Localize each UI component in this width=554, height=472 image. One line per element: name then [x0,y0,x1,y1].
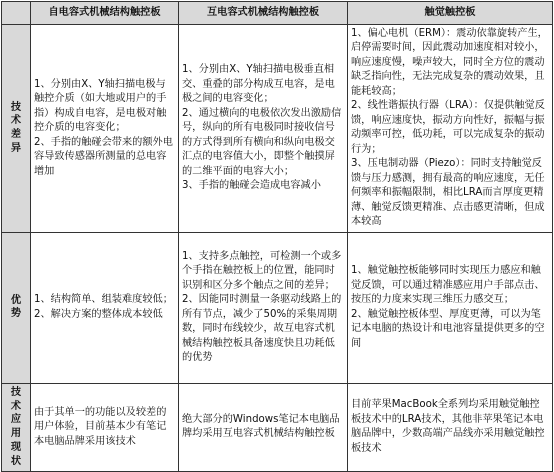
header-mutual-capacitive: 互电容式机械结构触控板 [179,2,348,25]
cell-paragraph: 目前苹果MacBook全系列均采用触觉触控板技术中的LRA技术，其他非苹果笔记本电脑品牌中，少数高端产品线亦采用触觉触控板技术 [351,399,545,454]
cell-paragraph: 3、手指的触碰会造成电容减小 [182,180,321,192]
cell-haptic-advantages [348,232,553,383]
cell-paragraph: 3、压电制动器（Piezo）：同时支持触觉反馈与压力感测，拥有最高的响应速度，无任何频率和振幅限制，相比LRA而言厚度更精薄、触觉反馈更精准、点击感更清晰，但成本较高 [351,158,545,228]
cell-self-capacitive-application [31,383,179,471]
cell-mutual-capacitive-difference [179,25,348,233]
cell-paragraph: 1、分别由X、Y轴扫描电极与触控介质（如大地或用户的手指）构成自电容，是电极对触控介质的电容变化； [34,78,167,134]
cell-mutual-capacitive-application [179,383,348,471]
cell-mutual-capacitive-advantages [179,232,348,383]
table-row [2,25,553,233]
cell-paragraph: 由于其单一的功能以及较差的用户体验，目前基本少有笔记本电脑品牌采用该技术 [34,406,167,447]
header-corner [2,2,31,25]
cell-paragraph: 1、分别由X、Y轴扫描电极垂直相交、重叠的部分构成互电容，是电极之间的电容变化； [182,64,335,105]
row-label-application-status: 技术应用现状 [2,383,31,471]
cell-paragraph: 2、线性谐振执行器（LRA）：仅提供触觉反馈，响应速度快，振动方向性好，振幅与振动频率可控，低功耗，可以完成复杂的振动行为； [351,100,545,155]
cell-paragraph: 2、因能同时测量一条驱动线路上的所有节点，减少了50%的采集周期数，同时布线较少，故互电容式机械结构触控板具备速度快且功耗低的优势 [182,294,342,364]
comparison-table [1,1,553,472]
cell-paragraph: 2、手指的触碰会带来的额外电容导致传感器所测量的总电容增加 [34,136,173,177]
cell-haptic-difference [348,25,553,233]
table-row [2,383,553,471]
table-row [2,232,553,383]
cell-self-capacitive-difference [31,25,179,233]
cell-paragraph: 1、触觉触控板能够同时实现压力感应和触觉反馈，可以通过精准感应用户手部点击、按压的力度来实现三维压力感交互； [351,265,545,306]
row-label-technical-difference: 技术差异 [2,25,31,233]
cell-self-capacitive-advantages [31,232,179,383]
cell-paragraph: 绝大部分的Windows笔记本电脑品牌均采用互电容式机械结构触控板 [182,413,340,440]
row-label-advantages: 优势 [2,232,31,383]
cell-paragraph: 1、结构简单、组装难度较低； [34,294,173,306]
header-haptic-touchpad: 触觉触控板 [348,2,553,25]
cell-paragraph: 2、通过横向的电极依次发出激励信号，纵向的所有电极同时接收信号的方式得到所有横向和纵向电极交汇点的电容值大小，即整个触摸屏的二维平面的电容大小； [182,107,342,177]
cell-paragraph: 1、偏心电机（ERM）：震动依靠旋转产生，启停需要时间，因此震动加速度相对较小，响应速度慢，噪声较大，同时全方位的震动缺乏指向性，无法完成复杂的震动效果，且能耗较高； [351,28,548,97]
cell-haptic-application [348,383,553,471]
table-header-row [2,2,553,25]
header-self-capacitive: 自电容式机械结构触控板 [31,2,179,25]
cell-paragraph: 2、触觉触控板体型、厚度更薄，可以为笔记本电脑的热设计和电池容量提供更多的空间 [351,308,545,349]
cell-paragraph: 2、解决方案的整体成本较低 [34,308,163,320]
cell-paragraph: 1、支持多点触控，可检测一个或多个手指在触控板上的位置，能同时识别和区分多个触点之间的差异； [182,250,342,291]
